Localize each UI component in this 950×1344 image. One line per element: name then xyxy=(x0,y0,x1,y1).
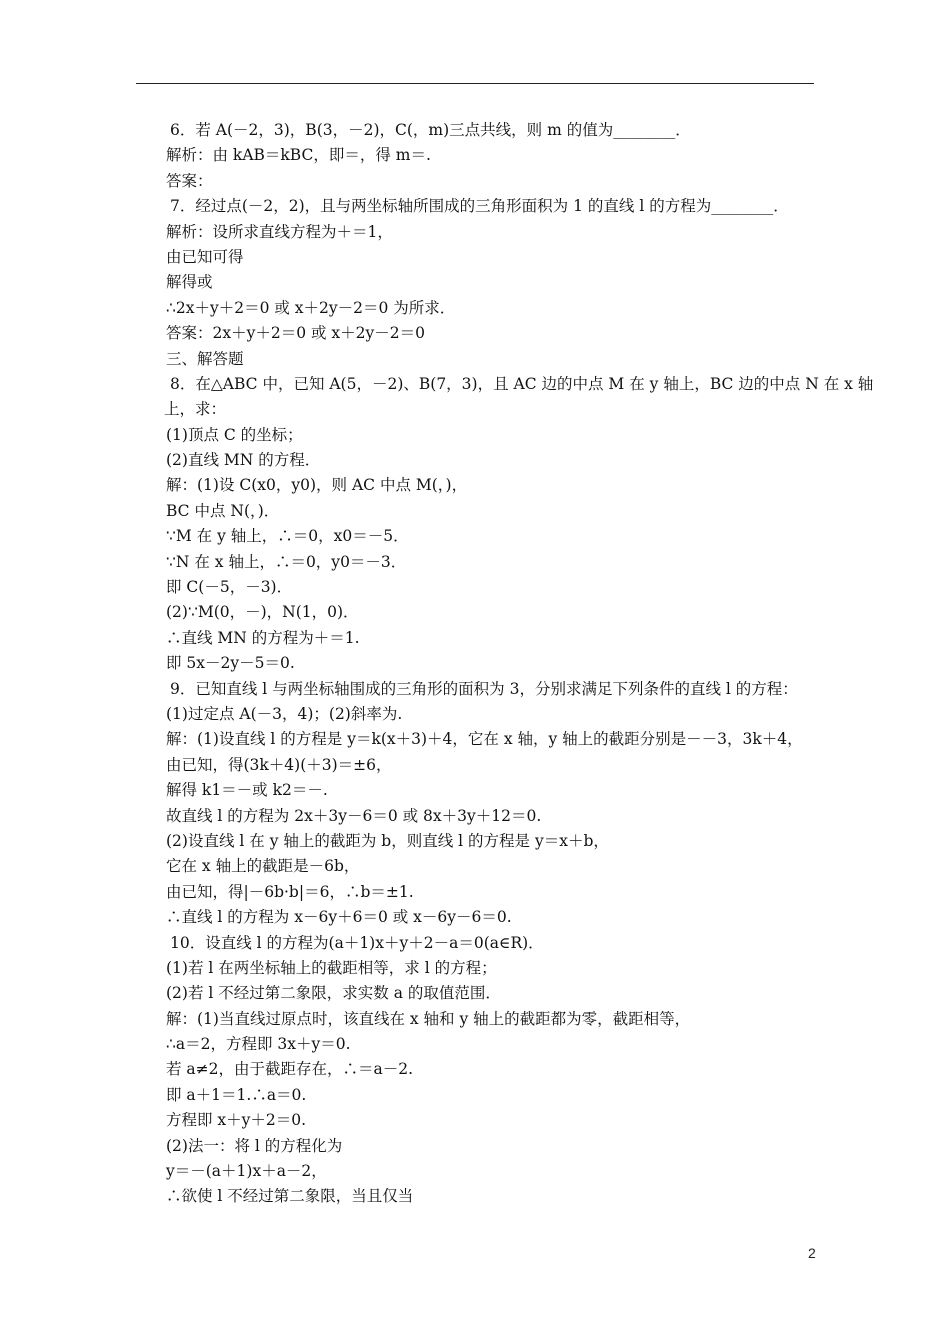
text-line: 解析：由 kAB＝kBC，即＝，得 m＝. xyxy=(166,146,431,165)
text-line: 若 a≠2，由于截距存在，∴＝a－2. xyxy=(166,1060,414,1079)
text-line: 解析：设所求直线方程为＋＝1， xyxy=(166,222,393,241)
text-line: 答案： xyxy=(166,171,213,190)
text-line: 方程即 x＋y＋2＝0. xyxy=(166,1111,307,1130)
text-line: (1)过定点 A(－3，4)；(2)斜率为. xyxy=(166,704,403,723)
text-line: (2)设直线 l 在 y 轴上的截距为 b，则直线 l 的方程是 y＝x＋b， xyxy=(166,831,609,850)
text-line: (2)法一：将 l 的方程化为 xyxy=(166,1136,343,1155)
text-line: (1)顶点 C 的坐标； xyxy=(166,425,303,444)
text-line: 答案：2x＋y＋2＝0 或 x＋2y－2＝0 xyxy=(166,324,426,343)
text-line: 即 5x－2y－5＝0. xyxy=(166,654,295,673)
text-line: 解：(1)设 C(x0，y0)，则 AC 中点 M(，)， xyxy=(166,476,468,495)
text-line: 7．经过点(－2，2)，且与两坐标轴所围成的三角形面积为 1 的直线 l 的方程为________． xyxy=(170,197,789,216)
text-line: 由已知，得(3k＋4)(＋3)＝±6， xyxy=(166,755,392,774)
text-line: ∴a＝2，方程即 3x＋y＝0. xyxy=(166,1035,351,1054)
text-line: ∴直线 MN 的方程为＋＝1. xyxy=(166,628,360,647)
text-line: 即 a＋1＝1.∴a＝0. xyxy=(166,1085,307,1104)
text-line: (2)直线 MN 的方程． xyxy=(166,451,321,470)
text-line: BC 中点 N(，)． xyxy=(166,501,280,520)
text-line: 解得或 xyxy=(166,273,213,292)
section-heading: 三、解答题 xyxy=(166,349,244,368)
text-line: 解：(1)当直线过原点时，该直线在 x 轴和 y 轴上的截距都为零，截距相等， xyxy=(166,1009,691,1028)
text-line: ∵M 在 y 轴上，∴＝0，x0＝－5． xyxy=(166,527,409,546)
text-line: 即 C(－5，－3)． xyxy=(166,578,293,597)
text-line: 6．若 A(－2，3)，B(3，－2)，C(，m)三点共线，则 m 的值为________． xyxy=(170,121,691,139)
text-line: (2)∵M(0，－)，N(1，0)． xyxy=(166,603,359,622)
text-line: ∵N 在 x 轴上，∴＝0，y0＝－3． xyxy=(166,552,407,571)
document-body xyxy=(164,118,874,1210)
text-line: 上，求： xyxy=(164,400,227,419)
text-line: 9．已知直线 l 与两坐标轴围成的三角形的面积为 3，分别求满足下列条件的直线 l 的方程： xyxy=(170,679,798,698)
header-rule xyxy=(136,83,814,84)
text-line: ∴2x＋y＋2＝0 或 x＋2y－2＝0 为所求． xyxy=(166,298,456,317)
text-line: 它在 x 轴上的截距是－6b， xyxy=(166,857,360,876)
text-line: 10．设直线 l 的方程为(a＋1)x＋y＋2－a＝0(a∈R)． xyxy=(170,933,544,952)
text-line: (1)若 l 在两坐标轴上的截距相等，求 l 的方程； xyxy=(166,958,497,977)
text-line: 8．在△ABC 中，已知 A(5，－2)、B(7，3)，且 AC 边的中点 M 在 y 轴上，BC 边的中点 N 在 x 轴 xyxy=(170,374,874,393)
text-line: 解：(1)设直线 l 的方程是 y＝k(x＋3)＋4，它在 x 轴，y 轴上的截距分别是－－3，3k＋4， xyxy=(166,730,803,749)
text-line: ∴直线 l 的方程为 x－6y＋6＝0 或 x－6y－6＝0. xyxy=(166,908,512,927)
text-line: ∴欲使 l 不经过第二象限，当且仅当 xyxy=(166,1187,414,1206)
text-line: y＝－(a＋1)x＋a－2， xyxy=(166,1162,327,1181)
text-line: 解得 k1＝－或 k2＝－. xyxy=(166,781,328,800)
text-line: (2)若 l 不经过第二象限，求实数 a 的取值范围． xyxy=(166,984,501,1003)
page-number: 2 xyxy=(808,1245,816,1261)
text-line: 故直线 l 的方程为 2x＋3y－6＝0 或 8x＋3y＋12＝0. xyxy=(166,806,542,825)
text-line: 由已知可得 xyxy=(166,247,244,266)
text-line: 由已知，得|－6b·b|＝6，∴b＝±1. xyxy=(166,882,414,901)
